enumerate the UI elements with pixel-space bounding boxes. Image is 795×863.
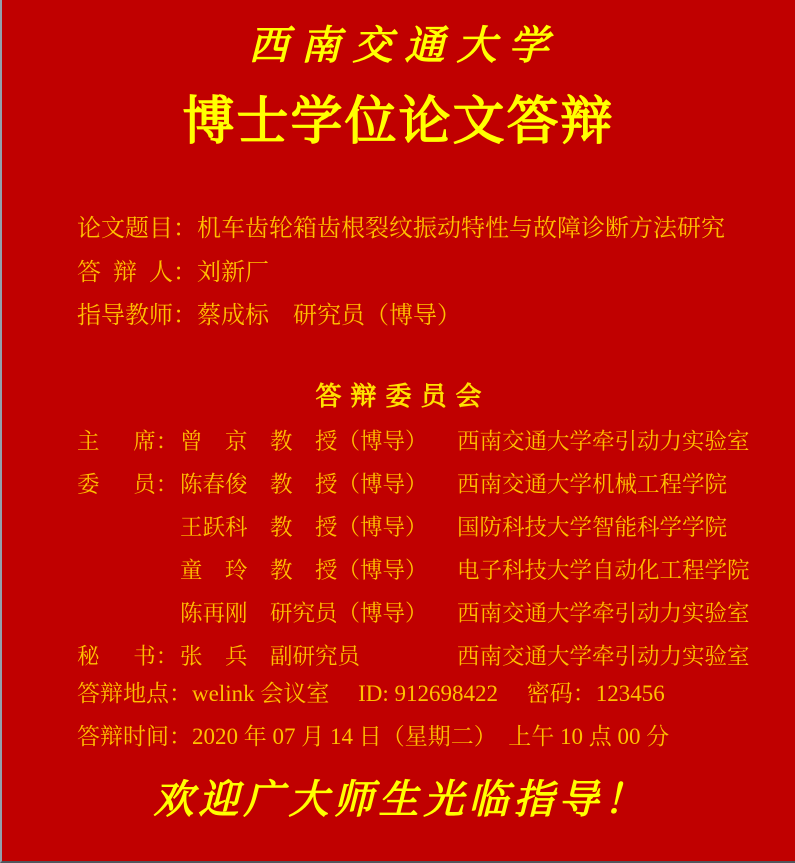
defender-label: 答 辩 人： xyxy=(77,259,197,286)
committee-row-member xyxy=(77,592,795,635)
committee-member-name: 曾 京 xyxy=(180,428,248,454)
committee-member-name: 王跃科 xyxy=(180,514,248,540)
committee-member-title: 研究员（博导） xyxy=(270,600,428,626)
defender-value: 刘新厂 xyxy=(197,259,269,286)
advisor-line xyxy=(77,295,795,339)
committee-member-title: 教 授（博导） xyxy=(270,514,428,540)
defender-line xyxy=(77,252,795,296)
thesis-title-value: 机车齿轮箱齿根裂纹振动特性与故障诊断方法研究 xyxy=(197,216,725,242)
committee-member-affiliation: 西南交通大学机械工程学院 xyxy=(457,471,728,497)
committee-role xyxy=(77,549,180,592)
committee-member-affiliation: 西南交通大学牵引动力实验室 xyxy=(457,643,750,669)
advisor-value: 蔡成标 研究员（博导） xyxy=(197,303,461,329)
welcome-message: 欢迎广大师生光临指导！ xyxy=(153,777,649,823)
committee-member-name: 陈再刚 xyxy=(180,600,248,626)
committee-heading: 答辩委员会 xyxy=(315,380,491,411)
committee-row-chair xyxy=(77,420,795,463)
committee-row-member xyxy=(77,549,795,592)
thesis-title-label: 论文题目： xyxy=(77,216,197,242)
committee-role: 委 员： xyxy=(77,471,179,497)
committee-member-affiliation: 国防科技大学智能科学学院 xyxy=(457,514,728,540)
committee-member-affiliation: 西南交通大学牵引动力实验室 xyxy=(457,428,750,454)
defense-time-line xyxy=(77,715,795,758)
advisor-label: 指导教师： xyxy=(77,303,197,329)
committee-member-title: 副研究员 xyxy=(270,643,361,669)
committee-member-title: 教 授（博导） xyxy=(270,428,428,454)
committee-member-name: 张 兵 xyxy=(180,643,248,669)
defense-location-line xyxy=(77,672,795,715)
defense-location-value: welink 会议室 ID: 912698422 密码：123456 xyxy=(192,680,665,706)
event-title: 博士学位论文答辩 xyxy=(182,93,615,151)
committee-row-member xyxy=(77,506,795,549)
committee-role xyxy=(77,592,180,635)
thesis-info-section xyxy=(77,208,795,339)
logistics-section xyxy=(77,672,795,759)
committee-member-affiliation: 西南交通大学牵引动力实验室 xyxy=(457,600,750,626)
committee-role: 秘 书： xyxy=(77,643,179,669)
committee-role xyxy=(77,506,180,549)
committee-member-affiliation: 电子科技大学自动化工程学院 xyxy=(457,557,750,583)
university-title: 西南交通大学 xyxy=(248,23,561,68)
committee-member-title: 教 授（博导） xyxy=(270,557,428,583)
committee-member-name: 陈春俊 xyxy=(180,471,248,497)
committee-role: 主 席： xyxy=(77,428,179,454)
defense-time-value: 2020 年 07 月 14 日（星期二） 上午 10 点 00 分 xyxy=(192,723,670,749)
committee-row-member xyxy=(77,463,795,506)
committee-member-title: 教 授（博导） xyxy=(270,471,428,497)
defense-location-label: 答辩地点： xyxy=(77,680,192,706)
committee-table xyxy=(77,420,795,678)
defense-time-label: 答辩时间： xyxy=(77,723,192,749)
thesis-title-line xyxy=(77,208,795,252)
committee-member-name: 童 玲 xyxy=(180,557,248,583)
